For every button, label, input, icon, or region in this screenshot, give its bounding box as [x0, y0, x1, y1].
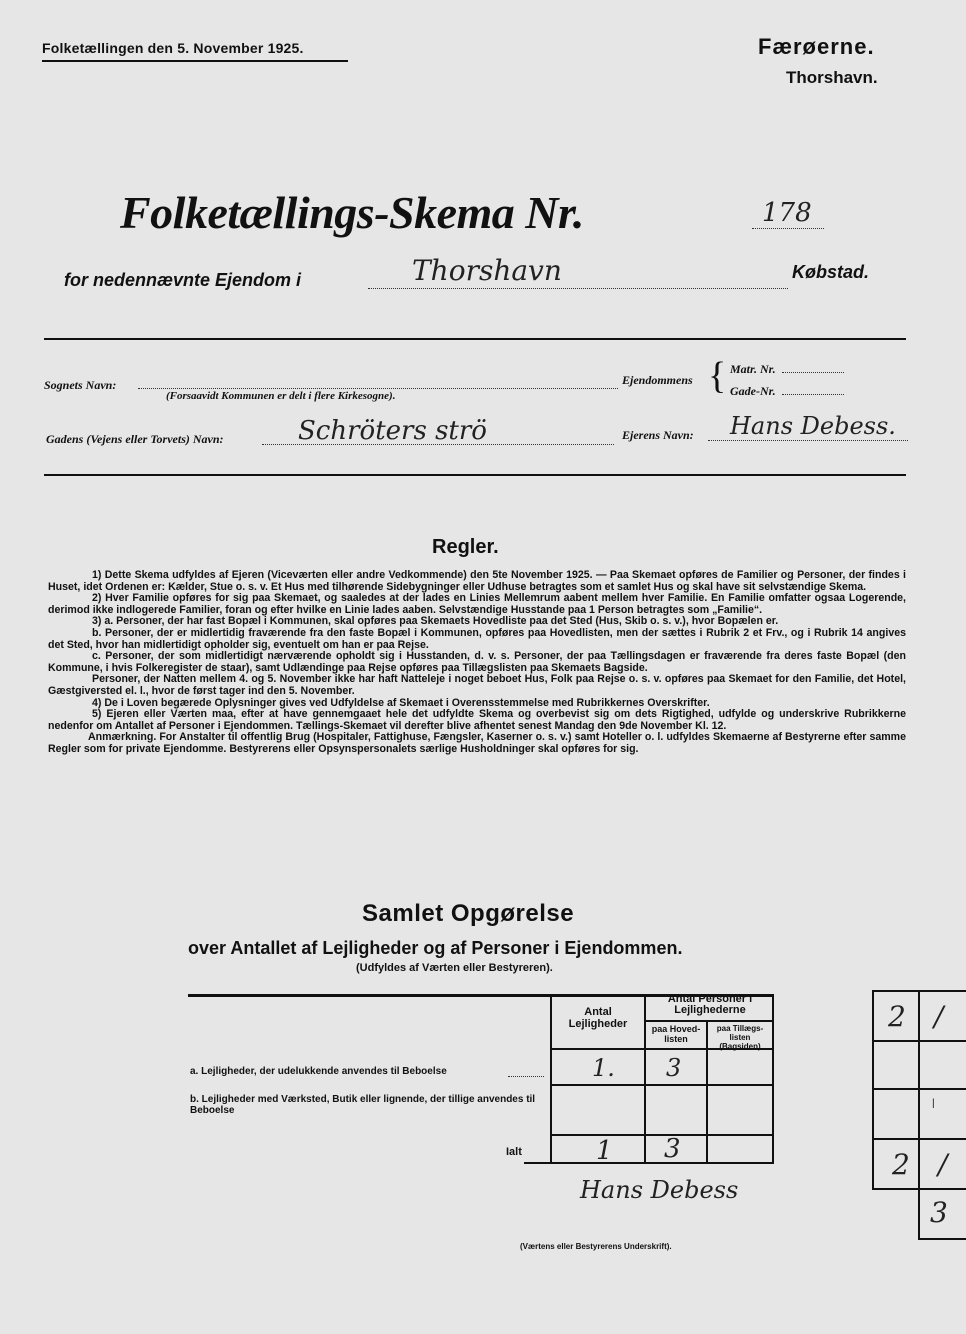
tally-row2-rule — [872, 1088, 966, 1090]
parish-note: (Forsaavidt Kommunen er delt i flere Kirkesogne). — [166, 390, 396, 402]
signature-caption: (Værtens eller Bestyrerens Underskrift). — [520, 1242, 672, 1251]
tally-bottom-rule — [918, 1238, 966, 1240]
gade-label: Gade-Nr. — [730, 384, 776, 398]
place-handwritten: Thorshavn — [412, 254, 562, 287]
owner-handwritten: Hans Debess. — [730, 412, 896, 440]
property-label: Ejendommens — [622, 373, 693, 387]
row-a-main: 3 — [666, 1054, 682, 1082]
row-a-leader — [508, 1076, 544, 1077]
col-divider-3 — [706, 1022, 708, 1164]
owner-label: Ejerens Navn: — [622, 428, 694, 442]
row-a-label: a. Lejligheder, der udelukkende anvendes til Beboelse — [190, 1066, 447, 1077]
row-b-bottom-rule — [550, 1134, 774, 1136]
rule-paragraph-5: 5) Ejeren eller Værten maa, efter at have gennemgaaet hele det udfyldte Skema og overbevist sig om dets Rigtighed, udfylde og underskrive Rubrikkerne nedenfor om Antallet af Personer i Ejendommen. Tællings-Skemaet vil derefter blive afhentet senest Mandag den 9de November Kl. 12. — [48, 708, 906, 732]
row-a-apartments: 1. — [592, 1054, 615, 1082]
matr-line — [782, 372, 844, 373]
col-supplement-header: paa Tillægs-listen (Bagsiden) — [716, 1024, 764, 1051]
tally-row3-rule — [872, 1138, 966, 1140]
street-label: Gadens (Vejens eller Torvets) Navn: — [46, 432, 224, 446]
tally-left-rule — [872, 990, 874, 1190]
title-divider — [44, 338, 906, 340]
rule-paragraph-2: 2) Hver Familie opføres for sig paa Skemaet, og saaledes at der lades en Linies Mellemrum aabent mellem hver Familie. En Familie omfatter ogsaa Logerende, derimod ikke indlogerede Familier, foran og efter hvilke en Linie lades aaben. Selvstændige Husstande paa 1 Person betragtes som „Familie“. — [48, 592, 906, 616]
total-label: Ialt — [506, 1146, 522, 1158]
rules-heading: Regler. — [432, 536, 499, 558]
form-title: Folketællings-Skema Nr. — [120, 187, 584, 238]
parish-line — [138, 388, 618, 389]
col-persons-header: Antal Personer i Lejlighederne — [667, 993, 753, 1016]
street-line — [262, 444, 614, 445]
matr-label: Matr. Nr. — [730, 362, 776, 376]
tally-row3-a: 2 — [892, 1148, 910, 1181]
rule-paragraph-3a: 3) a. Personer, der har fast Bopæl i Kommunen, skal opføres paa Skemaets Hovedliste paa det Sted (Hus, Skib o. s. v.), hvor Bopælen er. — [92, 615, 779, 628]
summary-note: (Udfyldes af Værten eller Bestyreren). — [356, 962, 553, 974]
total-apartments: 1 — [596, 1136, 613, 1166]
tally-row1-a: 2 — [888, 1000, 906, 1033]
summary-subtitle: over Antallet af Lejligheder og af Personer i Ejendommen. — [188, 938, 683, 958]
col-divider-1 — [550, 994, 552, 1164]
gade-line — [782, 394, 844, 395]
region-label: Færøerne. — [758, 34, 875, 59]
tally-row1-b: / — [934, 1000, 944, 1033]
property-for-label: for nedennævnte Ejendom i — [64, 270, 302, 290]
census-date-header: Folketællingen den 5. November 1925. — [42, 40, 304, 56]
census-date-underline — [42, 60, 348, 62]
street-handwritten: Schröters strö — [298, 416, 487, 446]
rule-paragraph-1: 1) Dette Skema udfyldes af Ejeren (Viceværten eller andre Vedkommende) den 5te November 1925. — Paa Skemaet opføres de Familier og Personer, der findes i Huset, idet Ordenen er: Kælder, Stue o. s. v. Et Hus med tilhørende Sidebygninger eller Udhuse betragtes som et samlet Hus og skal have sit selvstændige Skema. — [48, 569, 906, 593]
persons-subheader-rule — [644, 1020, 774, 1022]
rule-paragraph-3d: Personer, der Natten mellem 4. og 5. November ikke har haft Natteleje i noget beboet Hus, Folk paa Rejse o. s. v. opføres paa Skemaet for den Familie, det Hotel, Gæstgiversted el. l., hvor de først tager ind den 5. November. — [48, 673, 906, 697]
total-main: 3 — [664, 1134, 681, 1164]
tally-row4-rule — [872, 1188, 966, 1190]
kind-label: Købstad. — [792, 262, 870, 282]
form-number-line — [752, 228, 824, 229]
form-number-handwritten: 178 — [762, 198, 812, 228]
tally-mid-rule — [918, 990, 920, 1240]
summary-title: Samlet Opgørelse — [362, 900, 575, 927]
rule-paragraph-4: 4) De i Loven begærede Oplysninger gives ved Udfyldelse af Skemaet i Overensstemmelse med Rubrikkernes Overskrifter. — [92, 696, 710, 709]
rule-paragraph-3c: c. Personer, der som midlertidigt nærværende opholdt sig i Husstanden, d. v. s. Personer, der paa Tællingsdagen er fraværende fra deres faste Bopæl (den Kommune, i hvis Folkeregister de staar), samt Udlændinge paa Rejse opføres paa Tillægslisten paa Skemaets Bagside. — [48, 650, 906, 674]
row-b-label: b. Lejligheder med Værksted, Butik eller lignende, der tillige anvendes til Beboelse — [190, 1094, 536, 1116]
owner-line — [708, 440, 908, 441]
property-brace: { — [708, 355, 727, 397]
rules-text — [48, 570, 906, 756]
tally-row3-b: / — [938, 1148, 948, 1181]
signature-handwritten: Hans Debess — [580, 1176, 739, 1204]
place-line — [368, 288, 788, 289]
tally-row4: 3 — [930, 1196, 948, 1229]
rule-paragraph-3b: b. Personer, der er midlertidig fraværende fra den faste Bopæl i Kommunen, opføres paa Hovedlisten, men der sættes i Rubrik 2 et Frv., og i Rubrik 14 angives det Sted, hvor han midlertidigt opholder sig, eventuelt om han er paa Rejse. — [48, 626, 906, 651]
col-apartments-header: Antal Lejligheder — [568, 1006, 628, 1030]
tally-row1-rule — [872, 1040, 966, 1042]
table-bottom-rule — [524, 1162, 774, 1164]
fields-divider — [44, 474, 906, 476]
tally-row2-mark: | — [932, 1098, 935, 1109]
town-label: Thorshavn. — [786, 68, 878, 87]
col-main-list-header: paa Hoved-listen — [651, 1024, 701, 1044]
row-a-bottom-rule — [550, 1084, 774, 1086]
parish-label: Sognets Navn: — [44, 378, 117, 392]
rule-annotation: Anmærkning. For Anstalter til offentlig Brug (Hospitaler, Fattighuse, Fængsler, Kaserner o. s. v.) samt Hoteller o. l. udfyldes Skemaerne af Bestyrerne efter samme Regler som for private Ejendomme. Bestyrerens eller Opsynspersonalets særlige Husholdninger skal opføres for sig. — [48, 731, 906, 755]
